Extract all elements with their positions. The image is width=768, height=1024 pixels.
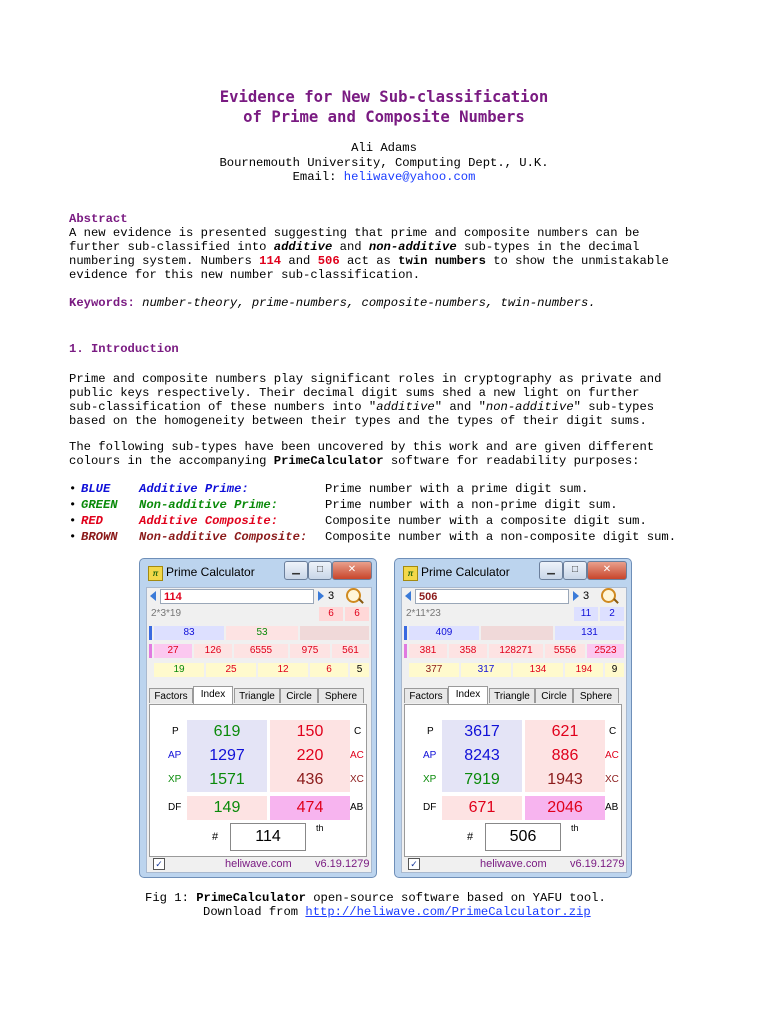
factor-count: 3 — [583, 590, 590, 602]
site-link[interactable]: heliwave.com — [225, 858, 292, 870]
close-button[interactable]: ✕ — [332, 561, 372, 580]
intro-p2-line-2: colours in the accompanying PrimeCalculator software for readability purposes: — [69, 454, 640, 468]
label-ab: AB — [350, 802, 364, 813]
additive-composite-value[interactable]: 220 — [270, 744, 350, 768]
label-ap: AP — [423, 750, 437, 761]
paper-title-line-2: of Prime and Composite Numbers — [243, 108, 525, 126]
list-item: • BROWN Non-additive Composite: Composite number with a non-composite digit sum. — [69, 530, 677, 544]
intro-p1-line-1: Prime and composite numbers play significant roles in cryptography as private and — [69, 372, 662, 386]
non-additive-prime-value[interactable]: 7919 — [442, 768, 522, 792]
email-label: Email: — [292, 170, 344, 184]
author-name: Ali Adams — [351, 141, 417, 155]
index-panel — [149, 704, 367, 857]
label-th: th — [571, 823, 579, 833]
label-hash: # — [467, 831, 474, 843]
digit-cell[interactable]: 194 — [565, 663, 603, 677]
tab-strip — [149, 686, 367, 703]
abundant-value[interactable]: 2046 — [525, 796, 605, 820]
index-input[interactable]: 114 — [230, 823, 306, 851]
checkbox[interactable]: ✓ — [153, 858, 165, 870]
abundant-value[interactable]: 474 — [270, 796, 350, 820]
label-ac: AC — [605, 750, 619, 761]
row-marker — [149, 626, 152, 640]
author-affiliation: Bournemouth University, Computing Dept., U.K. — [219, 156, 549, 170]
prime-calculator-window-506 — [394, 558, 632, 878]
prime-calculator-window-114 — [139, 558, 377, 878]
author-email-line — [0, 170, 768, 184]
maximize-button[interactable]: □ — [563, 561, 587, 580]
digit-cell[interactable]: 9 — [605, 663, 624, 677]
previous-arrow-icon[interactable] — [150, 591, 156, 601]
keywords-list: number-theory, prime-numbers, composite-numbers, twin-numbers. — [134, 296, 596, 310]
intro-p1-line-4: based on the homogeneity between their types and the types of their digit sums. — [69, 414, 647, 428]
conversion-cell[interactable]: 358 — [449, 644, 487, 658]
tab-sphere[interactable]: Sphere — [318, 688, 364, 703]
intro-p1-line-3: sub-classification of these numbers into "additive" and "non-additive" sub-types — [69, 400, 655, 414]
section-heading-introduction: 1. Introduction — [69, 342, 179, 356]
label-th: th — [316, 823, 324, 833]
prime-neighbor-cell[interactable]: 83 — [154, 626, 224, 640]
label-df: DF — [423, 802, 437, 813]
label-p: P — [427, 726, 434, 737]
tab-triangle[interactable]: Triangle — [489, 688, 535, 703]
tab-index[interactable]: Index — [448, 686, 488, 704]
conversion-cell[interactable]: 381 — [409, 644, 447, 658]
email-link[interactable]: heliwave@yahoo.com — [343, 170, 476, 184]
digit-cell[interactable]: 317 — [461, 663, 511, 677]
digit-sum-root-box: 6 — [345, 607, 369, 621]
label-ac: AC — [350, 750, 364, 761]
label-c: C — [354, 726, 362, 737]
prime-neighbor-cell[interactable]: 53 — [226, 626, 298, 640]
figure-caption-line-2: Download from http://heliwave.com/PrimeCalculator.zip — [203, 905, 591, 919]
conversion-cell[interactable]: 126 — [194, 644, 232, 658]
search-icon[interactable] — [346, 588, 361, 603]
deficient-value[interactable]: 149 — [187, 796, 267, 820]
factor-count: 3 — [328, 590, 335, 602]
list-item: • BLUE Additive Prime: Prime number with a prime digit sum. — [69, 482, 589, 496]
conversion-cell[interactable]: 2523 — [587, 644, 624, 658]
window-title: Prime Calculator — [166, 565, 255, 579]
digit-cell[interactable]: 6 — [310, 663, 348, 677]
label-ap: AP — [168, 750, 182, 761]
label-c: C — [609, 726, 617, 737]
additive-composite-value[interactable]: 886 — [525, 744, 605, 768]
status-bar — [149, 856, 373, 872]
conversion-cell[interactable]: 561 — [332, 644, 369, 658]
prime-neighbor-cell[interactable]: 131 — [555, 626, 624, 640]
label-hash: # — [212, 831, 219, 843]
tab-sphere[interactable]: Sphere — [573, 688, 619, 703]
label-ab: AB — [605, 802, 619, 813]
next-arrow-icon[interactable] — [573, 591, 579, 601]
factorization: 2*3*19 — [151, 608, 182, 619]
list-item: • RED Additive Composite: Composite number with a composite digit sum. — [69, 514, 647, 528]
digit-cell[interactable]: 134 — [513, 663, 563, 677]
intro-p2-line-1: The following sub-types have been uncovered by this work and are given different — [69, 440, 655, 454]
conversion-cell[interactable]: 6555 — [234, 644, 288, 658]
factorization: 2*11*23 — [406, 608, 441, 619]
additive-prime-value[interactable]: 1297 — [187, 744, 267, 768]
paper-title-line-1: Evidence for New Sub-classification — [219, 88, 549, 106]
row-marker — [404, 644, 407, 658]
abstract-line-3: numbering system. Numbers 114 and 506 act as twin numbers to show the unmistakable — [69, 254, 669, 268]
intro-p1-line-2: public keys respectively. Their decimal digit sums shed a new light on further — [69, 386, 640, 400]
calculator-body — [146, 587, 372, 873]
maximize-button[interactable]: □ — [308, 561, 332, 580]
index-panel — [404, 704, 622, 857]
composite-index-value[interactable]: 150 — [270, 720, 350, 744]
prime-neighbor-cell[interactable] — [481, 626, 553, 640]
label-xc: XC — [350, 774, 364, 785]
tab-circle[interactable]: Circle — [535, 688, 573, 703]
row-marker — [404, 626, 407, 640]
calculator-body — [401, 587, 627, 873]
tab-factors[interactable]: Factors — [404, 688, 448, 703]
label-p: P — [172, 726, 179, 737]
label-df: DF — [168, 802, 182, 813]
version-label: v6.19.1279 — [315, 858, 370, 870]
prime-neighbor-cell[interactable]: 409 — [409, 626, 479, 640]
digit-cell[interactable]: 12 — [258, 663, 308, 677]
abstract-line-4: evidence for this new number sub-classification. — [69, 268, 421, 282]
label-xp: XP — [423, 774, 437, 785]
minimize-button[interactable]: ▁ — [539, 561, 563, 580]
number-input[interactable]: 506 — [415, 589, 569, 604]
abstract-heading: Abstract — [69, 212, 128, 226]
prime-index-value[interactable]: 619 — [187, 720, 267, 744]
row-marker — [149, 644, 152, 658]
title-bar[interactable] — [140, 559, 376, 585]
digit-cell[interactable]: 5 — [350, 663, 369, 677]
prime-index-value[interactable]: 3617 — [442, 720, 522, 744]
tab-factors[interactable]: Factors — [149, 688, 193, 703]
tab-index[interactable]: Index — [193, 686, 233, 704]
list-item: • GREEN Non-additive Prime: Prime number with a non-prime digit sum. — [69, 498, 618, 512]
digit-sum-box: 6 — [319, 607, 343, 621]
label-xc: XC — [605, 774, 619, 785]
digit-sum-box: 11 — [574, 607, 598, 621]
tab-circle[interactable]: Circle — [280, 688, 318, 703]
app-icon: π — [148, 566, 163, 581]
non-additive-composite-value[interactable]: 1943 — [525, 768, 605, 792]
deficient-value[interactable]: 671 — [442, 796, 522, 820]
conversion-cell[interactable]: 128271 — [489, 644, 543, 658]
prime-neighbor-cell[interactable] — [300, 626, 369, 640]
digit-cell[interactable]: 377 — [409, 663, 459, 677]
composite-index-value[interactable]: 621 — [525, 720, 605, 744]
non-additive-composite-value[interactable]: 436 — [270, 768, 350, 792]
additive-prime-value[interactable]: 8243 — [442, 744, 522, 768]
conversion-cell[interactable]: 5556 — [545, 644, 585, 658]
previous-arrow-icon[interactable] — [405, 591, 411, 601]
number-input[interactable]: 114 — [160, 589, 314, 604]
version-label: v6.19.1279 — [570, 858, 625, 870]
tab-triangle[interactable]: Triangle — [234, 688, 280, 703]
abstract-line-1: A new evidence is presented suggesting that prime and composite numbers can be — [69, 226, 640, 240]
close-button[interactable]: ✕ — [587, 561, 627, 580]
digit-cell[interactable]: 25 — [206, 663, 256, 677]
figure-caption-line-1: Fig 1: PrimeCalculator open-source software based on YAFU tool. — [145, 891, 606, 905]
title-bar[interactable] — [395, 559, 631, 585]
non-additive-prime-value[interactable]: 1571 — [187, 768, 267, 792]
digit-cell[interactable]: 19 — [154, 663, 204, 677]
search-icon[interactable] — [601, 588, 616, 603]
conversion-cell[interactable]: 975 — [290, 644, 330, 658]
minimize-button[interactable]: ▁ — [284, 561, 308, 580]
tab-strip — [404, 686, 622, 703]
abstract-line-2: further sub-classified into additive and non-additive sub-types in the decimal — [69, 240, 640, 254]
next-arrow-icon[interactable] — [318, 591, 324, 601]
site-link[interactable]: heliwave.com — [480, 858, 547, 870]
app-icon: π — [403, 566, 418, 581]
download-link[interactable]: http://heliwave.com/PrimeCalculator.zip — [305, 905, 591, 919]
index-input[interactable]: 506 — [485, 823, 561, 851]
keywords-label: Keywords: — [69, 296, 135, 310]
status-bar — [404, 856, 628, 872]
label-xp: XP — [168, 774, 182, 785]
conversion-cell[interactable]: 27 — [154, 644, 192, 658]
digit-sum-root-box: 2 — [600, 607, 624, 621]
checkbox[interactable]: ✓ — [408, 858, 420, 870]
keywords-line — [69, 296, 709, 310]
window-title: Prime Calculator — [421, 565, 510, 579]
